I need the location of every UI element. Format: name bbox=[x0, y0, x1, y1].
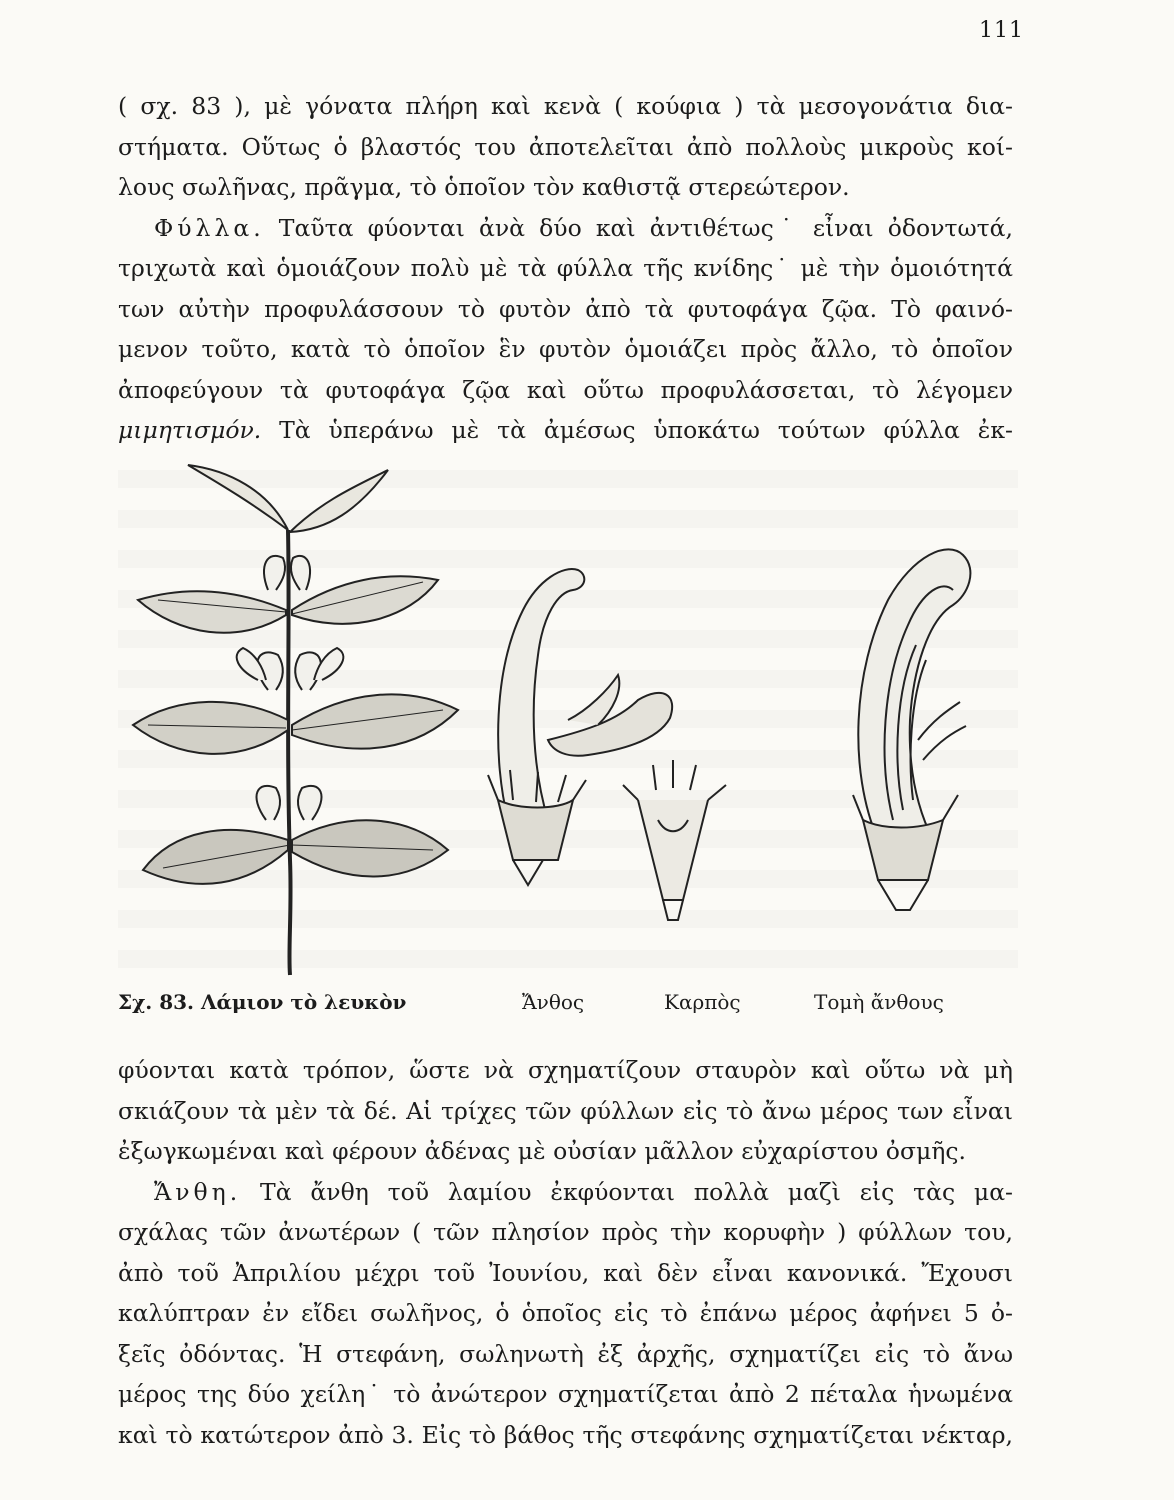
fruit-drawing bbox=[623, 760, 726, 920]
flowers-paragraph-line bbox=[118, 1172, 1013, 1213]
figure-caption-flower: Ἄνθος bbox=[522, 990, 585, 1014]
flower-drawing bbox=[488, 569, 672, 885]
figure-caption-main: Σχ. 83. Λάμιον τὸ λευκὸν bbox=[118, 990, 407, 1014]
text-line: μενον τοῦτο, κατὰ τὸ ὁποῖον ἓν φυτὸν ὁμοιάζει πρὸς ἄλλο, τὸ ὁποῖον bbox=[118, 335, 1013, 363]
text-fragment: Τὰ ἄνθη τοῦ λαμίου ἐκφύονται πολλὰ μαζὶ εἰς τὰς μα- bbox=[241, 1177, 1013, 1206]
text-line: των αὐτὴν προφυλάσσουν τὸ φυτὸν ἀπὸ τὰ φυτοφάγα ζῷα. Τὸ φαινό- bbox=[118, 294, 1013, 323]
text-line: τριχωτὰ καὶ ὁμοιάζουν πολὺ μὲ τὰ φύλλα τῆς κνίδης˙ μὲ τὴν ὁμοιότητά bbox=[118, 254, 1013, 282]
mimicry-term: μιμητισμόν. bbox=[118, 416, 262, 444]
text-line: φύονται κατὰ τρόπον, ὥστε νὰ σχηματίζουν σταυρὸν καὶ οὕτω νὰ μὴ bbox=[118, 1056, 1013, 1084]
text-line: ἐξωγκωμέναι καὶ φέρουν ἀδένας μὲ οὐσίαν μᾶλλον εὐχαρίστου ὀσμῆς. bbox=[118, 1137, 966, 1165]
bottom-paragraph bbox=[118, 1050, 1013, 1455]
text-fragment: Ταῦτα φύονται ἀνὰ δύο καὶ ἀντιθέτως˙ εἶναι ὀδοντωτά, bbox=[264, 213, 1013, 242]
text-line: μέρος της δύο χείλη˙ τὸ ἀνώτερον σχηματίζεται ἀπὸ 2 πέταλα ἡνωμένα bbox=[118, 1380, 1013, 1408]
text-line: σκιάζουν τὰ μὲν τὰ δέ. Αἱ τρίχες τῶν φύλλων εἰς τὸ ἄνω μέρος των εἶναι bbox=[118, 1096, 1013, 1125]
plant-drawing bbox=[133, 465, 458, 975]
text-line: σχάλας τῶν ἀνωτέρων ( τῶν πλησίον πρὸς τὴν κορυφὴν ) φύλλων του, bbox=[118, 1218, 1013, 1246]
text-line: ἀπὸ τοῦ Ἀπριλίου μέχρι τοῦ Ἰουνίου, καὶ δὲν εἶναι κανονικά. Ἔχουσι bbox=[118, 1258, 1013, 1287]
text-fragment: Τὰ ὑπεράνω μὲ τὰ ἀμέσως ὑποκάτω τούτων φύλλα ἐκ- bbox=[261, 416, 1013, 444]
top-paragraph bbox=[118, 86, 1013, 451]
flower-section-drawing bbox=[853, 549, 970, 910]
text-line: λους σωλῆνας, πρᾶγμα, τὸ ὁποῖον τὸν καθιστᾷ στερεώτερον. bbox=[118, 173, 850, 201]
leaves-term: Φύλλα. bbox=[154, 213, 265, 242]
figure-caption-section: Τομὴ ἄνθους bbox=[814, 990, 944, 1014]
text-line: στήματα. Οὕτως ὁ βλαστός του ἀποτελεῖται ἀπὸ πολλοὺς μικροὺς κοί- bbox=[118, 132, 1013, 161]
page-number: 111 bbox=[979, 18, 1024, 43]
flowers-term: Ἄνθη. bbox=[154, 1177, 242, 1206]
text-line: καὶ τὸ κατώτερον ἀπὸ 3. Εἰς τὸ βάθος τῆς στεφάνης σχηματίζεται νέκταρ, bbox=[118, 1420, 1013, 1449]
leaves-paragraph-line bbox=[118, 208, 1013, 249]
figure-captions bbox=[118, 990, 1018, 1022]
botanical-figure bbox=[118, 440, 1018, 980]
text-line: ξεῖς ὀδόντας. Ἡ στεφάνη, σωληνωτὴ ἐξ ἀρχῆς, σχηματίζει εἰς τὸ ἄνω bbox=[118, 1339, 1013, 1368]
text-line: ( σχ. 83 ), μὲ γόνατα πλήρη καὶ κενὰ ( κούφια ) τὰ μεσογονάτια δια- bbox=[118, 92, 1013, 120]
figure-caption-fruit: Καρπὸς bbox=[664, 990, 741, 1014]
text-line: καλύπτραν ἐν εἴδει σωλῆνος, ὁ ὁποῖος εἰς τὸ ἐπάνω μέρος ἀφήνει 5 ὀ- bbox=[118, 1299, 1013, 1327]
lamium-illustration bbox=[118, 440, 1018, 980]
text-line: ἀποφεύγουν τὰ φυτοφάγα ζῷα καὶ οὕτω προφυλάσσεται, τὸ λέγομεν bbox=[118, 375, 1013, 404]
